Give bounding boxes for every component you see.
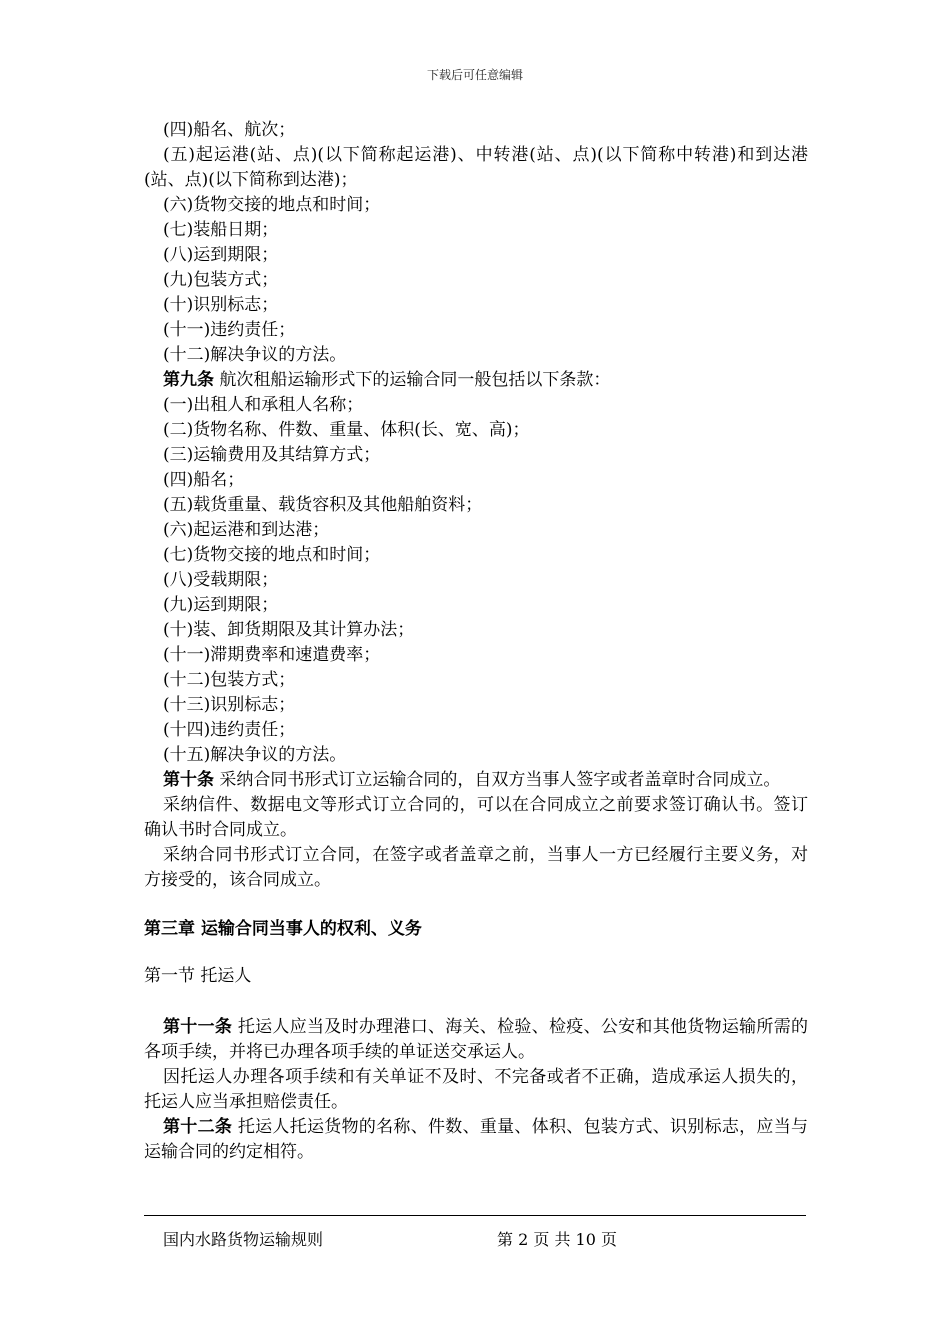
list-item: (十一)滞期费率和速遣费率； bbox=[163, 645, 381, 665]
page-header: 下载后可任意编辑 bbox=[426, 68, 523, 82]
list-b bbox=[144, 393, 808, 768]
list-item: (十五)解决争议的方法。 bbox=[163, 745, 347, 765]
list-item: (九)运到期限； bbox=[163, 595, 279, 615]
footer-divider bbox=[144, 1215, 806, 1216]
list-item: (四)船名； bbox=[163, 470, 245, 490]
list-item: (八)受载期限； bbox=[163, 570, 279, 590]
article-label: 第九条 bbox=[163, 370, 214, 390]
list-item: (六)起运港和到达港； bbox=[163, 520, 330, 540]
article-11 bbox=[144, 1015, 808, 1065]
list-item: (五)起运港(站、点)(以下简称起运港)、中转港(站、点)(以下简称中转港)和到达港(站、点)(以下简称到达港)； bbox=[144, 145, 808, 190]
spacer bbox=[144, 942, 808, 964]
article-label: 第十二条 bbox=[163, 1117, 233, 1137]
spacer bbox=[144, 989, 808, 1015]
document-body bbox=[144, 118, 808, 1165]
list-item: (十二)解决争议的方法。 bbox=[163, 345, 347, 365]
article-12 bbox=[144, 1115, 808, 1165]
list-item: (十二)包装方式； bbox=[163, 670, 296, 690]
page-number: 第 2 页 共 10 页 bbox=[497, 1230, 617, 1249]
list-item: (十)装、卸货期限及其计算办法； bbox=[163, 620, 415, 640]
section-heading: 第一节 托运人 bbox=[144, 966, 252, 986]
list-item: (九)包装方式； bbox=[163, 270, 279, 290]
list-item: (五)载货重量、载货容积及其他船舶资料； bbox=[163, 495, 483, 515]
list-a bbox=[144, 118, 808, 368]
list-item: (七)装船日期； bbox=[163, 220, 279, 240]
paragraph: 采纳合同书形式订立合同，在签字或者盖章之前，当事人一方已经履行主要义务，对方接受的，该合同成立。 bbox=[144, 845, 808, 890]
list-item: (八)运到期限； bbox=[163, 245, 279, 265]
article-text: 航次租船运输形式下的运输合同一般包括以下条款： bbox=[214, 370, 611, 390]
footer-title: 国内水路货物运输规则 bbox=[163, 1230, 324, 1249]
list-item: (七)货物交接的地点和时间； bbox=[163, 545, 381, 565]
list-item: (四)船名、航次； bbox=[163, 120, 296, 140]
list-item: (一)出租人和承租人名称； bbox=[163, 395, 364, 415]
list-item: (十)识别标志； bbox=[163, 295, 279, 315]
list-item: (十三)识别标志； bbox=[163, 695, 296, 715]
paragraph: 采纳信件、数据电文等形式订立合同的，可以在合同成立之前要求签订确认书。签订确认书时合同成立。 bbox=[144, 795, 808, 840]
article-text: 托运人托运货物的名称、件数、重量、体积、包装方式、识别标志，应当与运输合同的约定相符。 bbox=[144, 1117, 809, 1162]
list-item: (三)运输费用及其结算方式； bbox=[163, 445, 381, 465]
chapter-heading: 第三章 运输合同当事人的权利、义务 bbox=[144, 919, 422, 939]
article-label: 第十条 bbox=[163, 770, 214, 790]
article-label: 第十一条 bbox=[163, 1017, 233, 1037]
article-9 bbox=[144, 368, 808, 393]
article-text: 托运人应当及时办理港口、海关、检验、检疫、公安和其他货物运输所需的各项手续，并将已办理各项手续的单证送交承运人。 bbox=[144, 1017, 809, 1062]
paragraph: 因托运人办理各项手续和有关单证不及时、不完备或者不正确，造成承运人损失的，托运人应当承担赔偿责任。 bbox=[144, 1067, 808, 1112]
list-item: (十四)违约责任； bbox=[163, 720, 296, 740]
spacer bbox=[144, 893, 808, 917]
article-10 bbox=[144, 768, 808, 793]
article-text: 采纳合同书形式订立运输合同的，自双方当事人签字或者盖章时合同成立。 bbox=[214, 770, 781, 790]
list-item: (二)货物名称、件数、重量、体积(长、宽、高)； bbox=[163, 420, 530, 440]
list-item: (十一)违约责任； bbox=[163, 320, 296, 340]
list-item: (六)货物交接的地点和时间； bbox=[163, 195, 381, 215]
